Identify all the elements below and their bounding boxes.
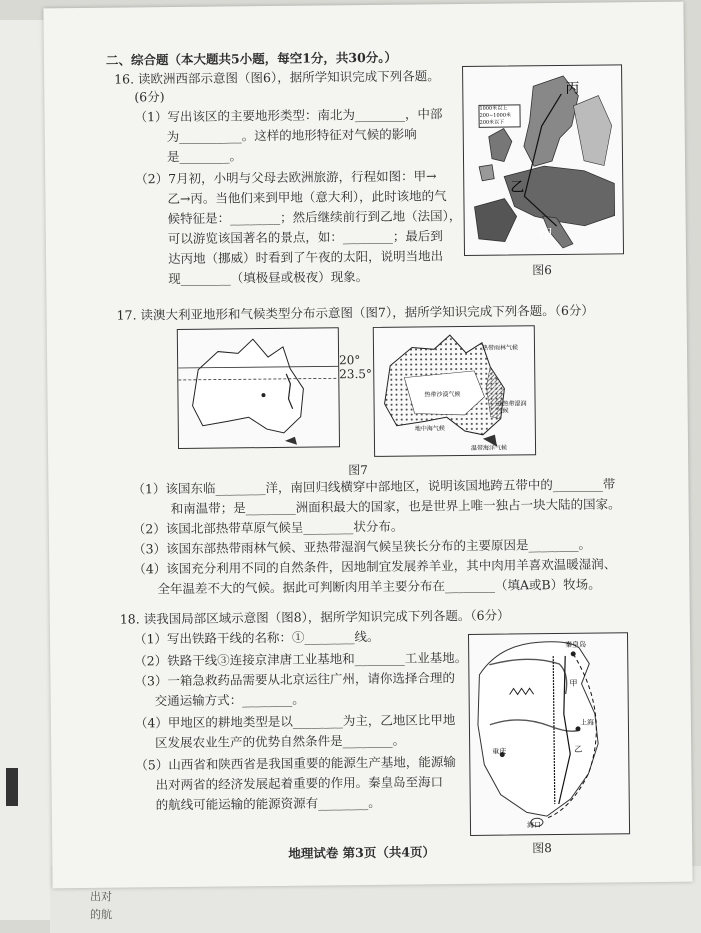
q16-line: 16. 读欧洲西部示意图（图6），据所学知识完成下列各题。 <box>114 68 440 87</box>
q18-line: （1）写出铁路干线的名称：①________线。 <box>133 628 380 647</box>
q18-line: （5）山西省和陕西省是我国重要的能源生产基地，能源输 <box>135 754 456 773</box>
legend-entry: 200米以下 <box>479 119 505 126</box>
climate-label: 热带沙漠气候 <box>424 391 461 399</box>
q16-line: 可以游览该国著名的景点，如：________；最后到 <box>167 228 443 247</box>
climate-label: 亚热带湿润气候 <box>496 400 527 415</box>
q16-line: 乙→丙。当他们来到甲地（意大利），此时该地的气 <box>167 188 447 207</box>
figure-6-map <box>462 64 624 256</box>
map-label: 甲 <box>569 678 578 688</box>
underlying-page-mark <box>6 768 18 806</box>
q18-line: 的航线可能运输的能源资源有________。 <box>155 794 381 813</box>
q17-line: （2）该国北部热带草原气候呈________状分布。 <box>132 518 404 537</box>
q18-line: （4）甲地区的耕地类型是以________为主，乙地区比甲地 <box>134 712 456 731</box>
q16-line: 是________。 <box>166 148 243 165</box>
map-label: 上海 <box>579 718 594 727</box>
q16-line: 为__________。这样的地形特征对气候的影响 <box>166 126 417 145</box>
q17-line: 全年温差不大的气候。据此可判断肉用羊主要分布在________（填A或B）牧场。 <box>157 576 601 597</box>
section-heading: 二、综合题（本大题共5小题，每空1分，共30分。） <box>105 49 398 68</box>
q18-line: 18. 读我国局部区域示意图（图8），据所学知识完成下列各题。（6分） <box>119 607 510 627</box>
q16-line: (6分) <box>134 89 165 105</box>
q16-line: 现________（填极昼或极夜）现象。 <box>168 268 369 287</box>
figure-8-caption: 图8 <box>532 841 552 856</box>
figure-7-caption: 图7 <box>348 463 368 478</box>
figure-6-caption: 图6 <box>532 263 552 278</box>
q16-line: 达丙地（挪威）时看到了午夜的太阳，说明当地出 <box>167 248 444 267</box>
map-label: 乙 <box>574 744 583 754</box>
australia-terrain-graphic <box>178 328 339 448</box>
q16-line: （2）7月初，小明与父母去欧洲旅游，行程如图：甲→ <box>135 168 437 187</box>
exam-page <box>43 2 692 889</box>
q17-line: （1）该国东临________洋，南回归线横穿中部地区，说明该国地跨五带中的________带 <box>132 476 616 497</box>
q17-line: （3）该国东部热带雨林气候、亚热带湿润气候呈狭长分布的主要原因是________。 <box>132 536 592 557</box>
q18-line: 出对两省的经济发展起着重要的作用。秦皇岛至海口 <box>155 774 444 793</box>
q16-line: （1）写出该区的主要地形类型：南北为________，中部 <box>134 106 443 125</box>
map-label-b: 乙 <box>510 179 525 196</box>
q16-line: 候特征是：________；然后继续前行到乙地（法国）， <box>167 208 462 227</box>
under-line: 的航 <box>90 908 112 921</box>
q17-line: （4）该国充分利用不同的自然条件，因地制宜发展养羊业，其中肉用羊喜欢温暖湿润、 <box>133 556 617 577</box>
q18-line: （2）铁路干线③连接京津唐工业基地和________工业基地。 <box>134 649 468 669</box>
under-line: 出对 <box>90 890 112 903</box>
q17-line: 17. 读澳大利亚地形和气候类型分布示意图（图7），据所学知识完成下列各题。（6分） <box>116 302 594 323</box>
map-label-a: 甲 <box>538 227 553 244</box>
q18-line: （3）一箱急救药品需要从北京运往广州，请你选择合理的 <box>134 670 455 689</box>
q18-line: 区发展农业生产的优势自然条件是________。 <box>155 732 406 751</box>
map-label: 海口 <box>526 821 542 830</box>
q17-line: 和南温带；是________洲面积最大的国家，也是世界上唯一独占一块大陆的国家。 <box>170 496 621 517</box>
climate-label: 地中海气候 <box>414 425 445 433</box>
climate-label: 温带海洋气候 <box>471 444 508 452</box>
latitude-label: 20° <box>339 353 361 368</box>
figure-8-map <box>468 632 630 836</box>
page-footer: 地理试卷 第3页（共4页） <box>288 844 436 861</box>
legend-entry: 200~1000米 <box>479 112 512 119</box>
q18-line: 交通运输方式：________。 <box>154 691 305 709</box>
figure-7b-climate-map <box>373 325 536 457</box>
legend-entry: 1000米以上 <box>479 105 508 112</box>
map-legend <box>478 104 520 127</box>
map-label-c: 丙 <box>565 80 580 97</box>
china-region-graphic <box>469 633 629 835</box>
map-label: 秦皇岛 <box>565 640 587 649</box>
figure-7a-terrain-map <box>177 327 340 449</box>
latitude-label: 23.5° <box>339 366 373 382</box>
map-label: 重庆 <box>492 747 507 756</box>
climate-label: 热带雨林气候 <box>481 344 519 352</box>
